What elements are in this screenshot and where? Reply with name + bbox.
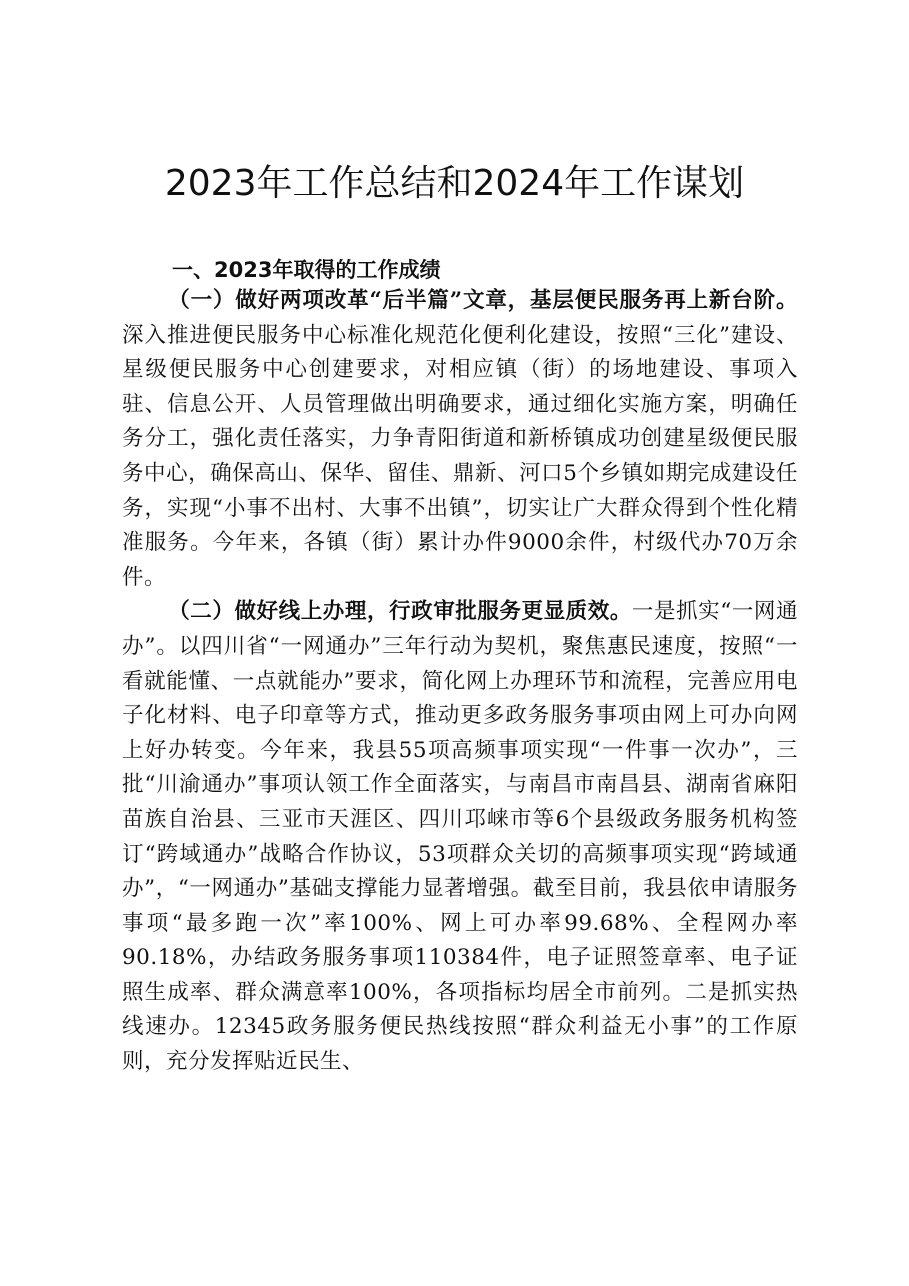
paragraph-1 [122,284,798,595]
paragraph-1-text: 深入推进便民服务中心标准化规范化便利化建设，按照“三化”建设、星级便民服务中心创建要求，对相应镇（街）的场地建设、事项入驻、信息公开、人员管理做出明确要求，通过细化实施方案，明确任务分工，强化责任落实，力争青阳街道和新桥镇成功创建星级便民服务中心，确保高山、保华、留佳、鼎新、河口5个乡镇如期完成建设任务，实现“小事不出村、大事不出镇”，切实让广大群众得到个性化精准服务。今年来，各镇（街）累计办件9000余件，村级代办70万余件。 [122,322,798,590]
section-heading: 一、2023年取得的工作成绩 [172,258,441,282]
document-title: 2023年工作总结和2024年工作谋划 [164,163,745,204]
document-body [122,284,798,1080]
paragraph-2-text: 一是抓实“一网通办”。以四川省“一网通办”三年行动为契机，聚焦惠民速度，按照“一看就能懂、一点就能办”要求，简化网上办理环节和流程，完善应用电子化材料、电子印章等方式，推动更多政务服务事项由网上可办向网上好办转变。今年来，我县55项高频事项实现“一件事一次办”，三批“川渝通办”事项认领工作全面落实，与南昌市南昌县、湖南省麻阳苗族自治县、三亚市天涯区、四川邛崃市等6个县级政务服务机构签订“跨域通办”战略合作协议，53项群众关切的高频事项实现“跨域通办”，“一网通办”基础支撑能力显著增强。截至目前，我县依申请服务事项“最多跑一次”率100%、网上可办率99.68%、全程网办率90.18%，办结政务服务事项110384件，电子证照签章率、电子证照生成率、群众满意率100%，各项指标均居全市前列。二是抓实热线速办。12345政务服务便民热线按照“群众利益无小事”的工作原则，充分发挥贴近民生、 [122,599,798,1075]
paragraph-2-lead: （二）做好线上办理，行政审批服务更显质效。 [168,599,632,625]
paragraph-2 [122,595,798,1079]
paragraph-1-lead: （一）做好两项改革“后半篇”文章，基层便民服务再上新台阶。 [168,288,798,313]
